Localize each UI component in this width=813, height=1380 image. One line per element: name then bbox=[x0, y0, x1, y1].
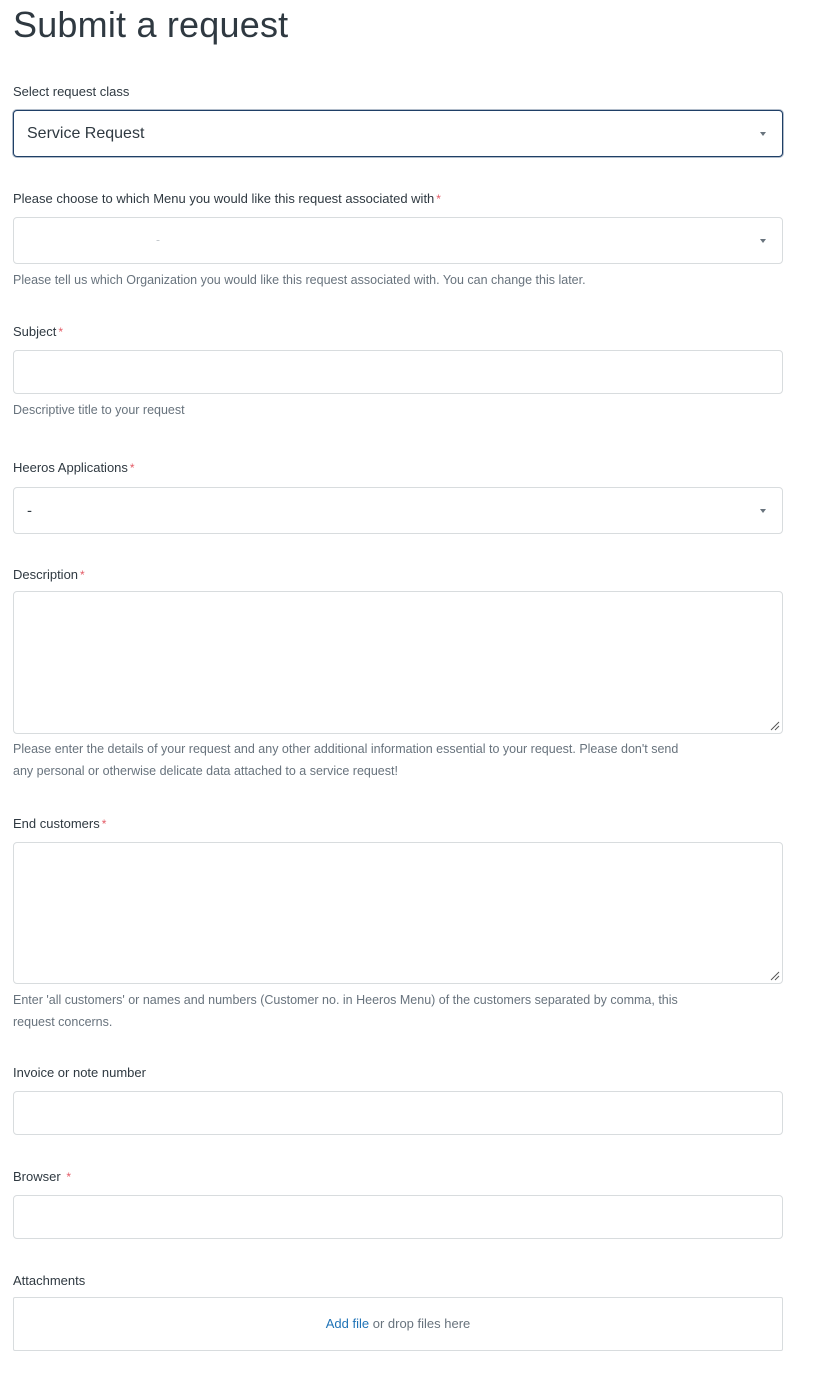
required-marker: * bbox=[436, 192, 441, 206]
resize-handle-icon[interactable] bbox=[770, 971, 780, 981]
required-marker: * bbox=[66, 1170, 71, 1184]
required-marker: * bbox=[129, 461, 135, 475]
request-class-select[interactable] bbox=[13, 110, 783, 157]
request-class-label bbox=[13, 84, 129, 99]
description-label-text: Description bbox=[13, 567, 79, 582]
applications-select[interactable] bbox=[13, 487, 783, 534]
required-marker: * bbox=[80, 568, 85, 582]
chevron-down-icon bbox=[760, 132, 766, 136]
attachments-label: Attachments bbox=[13, 1273, 86, 1288]
menu-select[interactable] bbox=[13, 217, 783, 264]
menu-value: - bbox=[156, 232, 160, 247]
subject-hint: Descriptive title to your request bbox=[13, 403, 185, 417]
menu-label-text: Please choose to which Menu you would like this request associated with bbox=[13, 191, 435, 206]
subject-label bbox=[13, 324, 63, 339]
menu-label bbox=[13, 191, 441, 206]
applications-label-text: Heeros Applications bbox=[13, 460, 128, 475]
end-customers-label-text: End customers bbox=[13, 816, 100, 831]
description-hint-line1: Please enter the details of your request and any other additional information essential to your request. Please don't send bbox=[13, 742, 679, 756]
end-customers-hint-line2: request concerns. bbox=[13, 1015, 113, 1029]
description-label bbox=[13, 567, 85, 582]
request-class-value: Service Request bbox=[27, 124, 145, 142]
description-hint bbox=[13, 738, 793, 782]
chevron-down-icon bbox=[760, 509, 766, 513]
end-customers-textarea[interactable] bbox=[13, 842, 783, 984]
resize-handle-icon[interactable] bbox=[770, 721, 780, 731]
invoice-label: Invoice or note number bbox=[13, 1065, 146, 1080]
description-hint-line2: any personal or otherwise delicate data attached to a service request! bbox=[13, 764, 398, 778]
attachments-dropzone[interactable] bbox=[13, 1297, 783, 1351]
chevron-down-icon bbox=[760, 239, 766, 243]
add-file-link[interactable]: Add file bbox=[325, 1316, 370, 1331]
required-marker: * bbox=[58, 325, 64, 339]
description-textarea[interactable] bbox=[13, 591, 783, 734]
browser-label bbox=[13, 1169, 71, 1184]
end-customers-hint-line1: Enter 'all customers' or names and numbers (Customer no. in Heeros Menu) of the customers separated by comma, this bbox=[13, 993, 678, 1007]
required-marker: * bbox=[101, 817, 107, 831]
invoice-input[interactable] bbox=[13, 1091, 783, 1135]
end-customers-label bbox=[13, 816, 106, 831]
menu-hint: Please tell us which Organization you would like this request associated with. You can change this later. bbox=[13, 273, 586, 287]
drop-files-text: or drop files here bbox=[372, 1316, 471, 1331]
end-customers-hint bbox=[13, 989, 793, 1033]
browser-label-text: Browser bbox=[13, 1169, 61, 1184]
request-class-label-text: Select request class bbox=[13, 84, 130, 99]
browser-input[interactable] bbox=[13, 1195, 783, 1239]
applications-label bbox=[13, 460, 135, 475]
subject-label-text: Subject bbox=[13, 324, 57, 339]
page-title: Submit a request bbox=[13, 4, 289, 45]
applications-value: - bbox=[27, 502, 32, 519]
subject-input[interactable] bbox=[13, 350, 783, 394]
